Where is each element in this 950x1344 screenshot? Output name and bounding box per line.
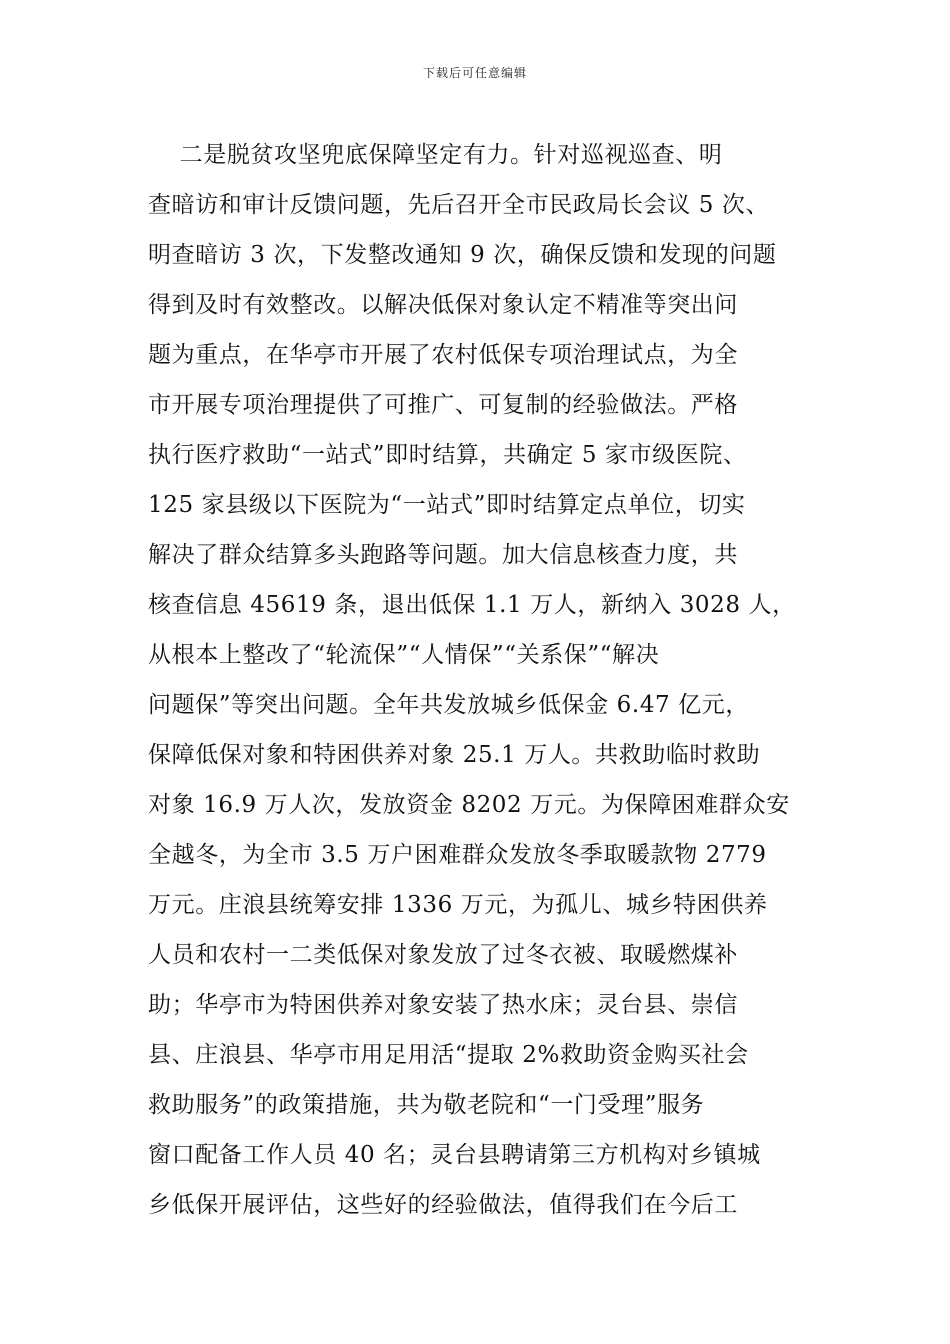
text-line: 人员和农村一二类低保对象发放了过冬衣被、取暖燃煤补 bbox=[148, 942, 738, 968]
text-line: 问题保”等突出问题。全年共发放城乡低保金 6.47 亿元， bbox=[148, 692, 749, 718]
text-line: 解决了群众结算多头跑路等问题。加大信息核查力度，共 bbox=[148, 542, 738, 568]
text-line: 对象 16.9 万人次，发放资金 8202 万元。为保障困难群众安 bbox=[148, 792, 790, 818]
text-line: 县、庄浪县、华亭市用足用活“提取 2%救助资金购买社会 bbox=[148, 1042, 749, 1068]
text-line: 二是脱贫攻坚兜底保障坚定有力。针对巡视巡查、明 bbox=[148, 142, 723, 168]
page-header: 下载后可任意编辑 bbox=[422, 66, 527, 80]
text-line: 题为重点，在华亭市开展了农村低保专项治理试点，为全 bbox=[148, 342, 738, 368]
text-line: 明查暗访 3 次，下发整改通知 9 次，确保反馈和发现的问题 bbox=[148, 242, 777, 268]
text-line: 查暗访和审计反馈问题，先后召开全市民政局长会议 5 次、 bbox=[148, 192, 770, 218]
text-line: 救助服务”的政策措施，共为敬老院和“一门受理”服务 bbox=[148, 1092, 705, 1118]
text-line: 市开展专项治理提供了可推广、可复制的经验做法。严格 bbox=[148, 392, 738, 418]
text-line: 核查信息 45619 条，退出低保 1.1 万人，新纳入 3028 人， bbox=[148, 592, 796, 618]
text-line: 得到及时有效整改。以解决低保对象认定不精准等突出问 bbox=[148, 292, 738, 318]
body-paragraph bbox=[148, 130, 828, 1230]
text-line: 全越冬，为全市 3.5 万户困难群众发放冬季取暖款物 2779 bbox=[148, 842, 767, 868]
text-line: 万元。庄浪县统筹安排 1336 万元，为孤儿、城乡特困供养 bbox=[148, 892, 768, 918]
text-line: 执行医疗救助“一站式”即时结算，共确定 5 家市级医院、 bbox=[148, 442, 747, 468]
text-line: 保障低保对象和特困供养对象 25.1 万人。共救助临时救助 bbox=[148, 742, 761, 768]
text-line: 助；华亭市为特困供养对象安装了热水床；灵台县、崇信 bbox=[148, 992, 738, 1018]
text-line: 乡低保开展评估，这些好的经验做法，值得我们在今后工 bbox=[148, 1192, 738, 1218]
text-line: 从根本上整改了“轮流保”“人情保”“关系保”“解决 bbox=[148, 642, 660, 668]
text-line: 窗口配备工作人员 40 名；灵台县聘请第三方机构对乡镇城 bbox=[148, 1142, 761, 1168]
text-line: 125 家县级以下医院为“一站式”即时结算定点单位，切实 bbox=[148, 492, 746, 518]
